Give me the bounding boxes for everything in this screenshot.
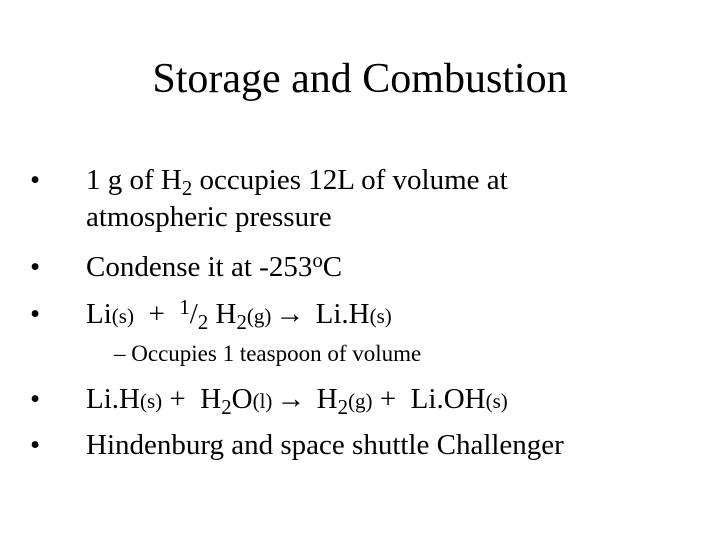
text: Li.H [308, 298, 370, 330]
text: Condense it at -253 [86, 251, 313, 283]
state-label: (s) [139, 389, 163, 413]
subscript: 2 [181, 175, 193, 200]
reaction-arrow-icon: → [276, 383, 306, 415]
subscript: 2 [337, 394, 349, 419]
fraction-slash: / [189, 298, 198, 330]
state-label: (l) [252, 389, 273, 413]
bullet-condense [30, 248, 343, 284]
text: C [322, 251, 343, 283]
bullet-marker: • [30, 383, 41, 415]
degree-superscript: o [312, 248, 323, 273]
text: O [231, 383, 253, 415]
text: + Li.OH [372, 383, 486, 415]
bullet-hydrogen-volume-continued [86, 200, 332, 234]
sub-bullet-teaspoon: – Occupies 1 teaspoon of volume [114, 341, 422, 366]
subscript: 2 [221, 394, 232, 419]
text: Hindenburg and space shuttle Challenger [86, 429, 564, 461]
state-label: (g) [348, 389, 373, 413]
text: H [309, 383, 338, 415]
bullet-marker: • [30, 429, 41, 461]
text: 1 g of H [86, 164, 182, 196]
text: + H [162, 383, 222, 415]
text: atmospheric pressure [86, 201, 332, 233]
reaction-arrow-icon: → [275, 298, 305, 330]
bullet-marker: • [30, 164, 41, 196]
state-label: (s) [111, 304, 134, 328]
bullet-hindenburg [30, 428, 564, 462]
fraction-numerator: 1 [179, 295, 190, 320]
state-label: (s) [485, 389, 508, 413]
subscript: 2 [236, 309, 247, 334]
bullet-lithium-hydride-reaction [30, 295, 392, 334]
state-label: (g) [246, 304, 272, 328]
bullet-marker: • [30, 251, 41, 283]
state-label: (s) [369, 304, 392, 328]
slide-title: Storage and Combustion [152, 56, 568, 102]
text: Li [86, 298, 112, 330]
bullet-marker: • [30, 298, 41, 330]
text: + [133, 298, 180, 330]
fraction-denominator: 2 [197, 309, 209, 334]
text: H [208, 298, 237, 330]
bullet-water-reaction [30, 382, 508, 419]
text: Li.H [86, 383, 140, 415]
text: occupies 12L of volume at [192, 164, 508, 196]
bullet-hydrogen-volume [30, 163, 508, 200]
